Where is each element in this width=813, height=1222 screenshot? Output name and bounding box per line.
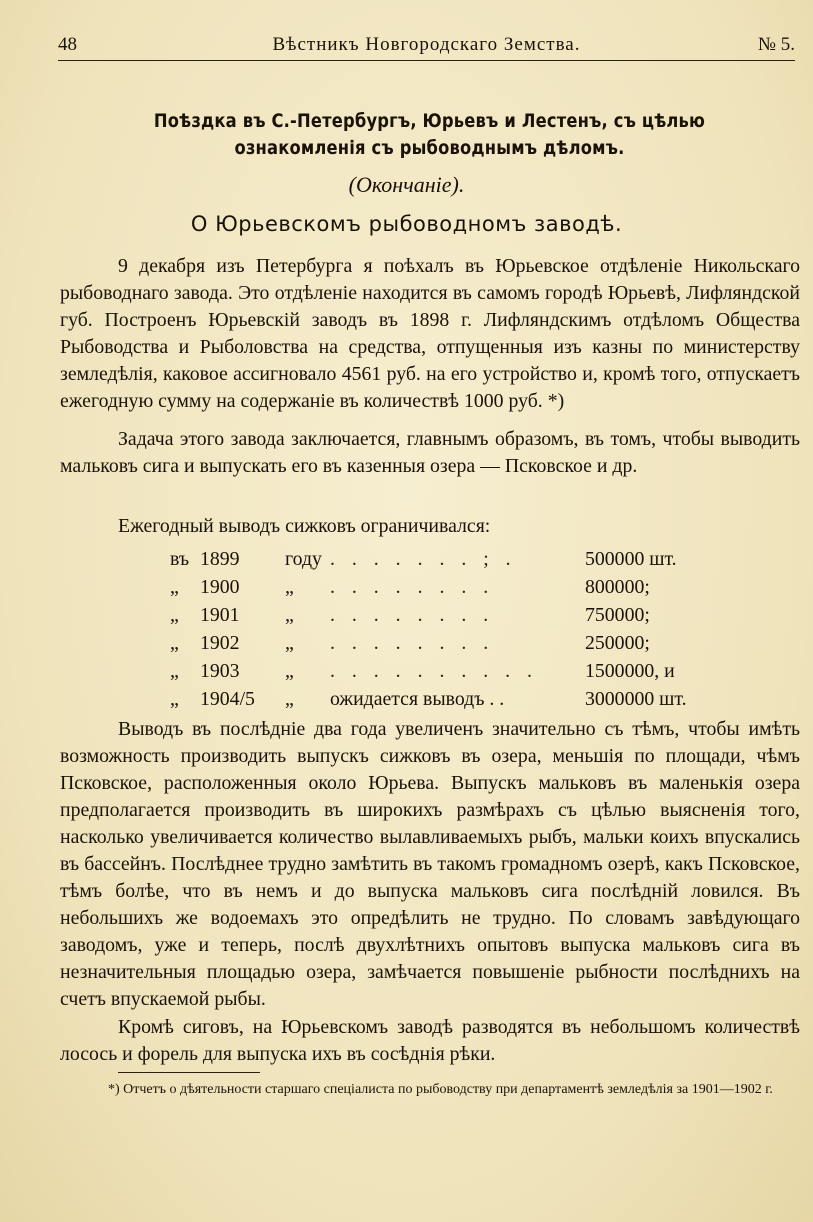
row-leader: . . . . . . . . <box>330 604 495 626</box>
row-word: „ <box>285 632 294 654</box>
table-row <box>170 660 730 688</box>
issue-number: № 5. <box>757 34 795 55</box>
row-value: 3000000 шт. <box>585 688 687 710</box>
article-title: Поѣздка въ С.-Петербургъ, Юрьевъ и Лестенъ, съ цѣлью ознакомленія съ рыбоводнымъ дѣломъ. <box>153 110 706 159</box>
paragraph-4-block <box>60 1014 800 1068</box>
paragraph-1-block <box>60 253 800 415</box>
header-rule <box>58 60 795 61</box>
row-year: 1899 <box>200 548 240 570</box>
footnote-rule <box>118 1072 260 1073</box>
row-word: „ <box>285 604 294 626</box>
footnote: *) Отчетъ о дѣятельности старшаго спеціалиста по рыбоводству при департаментѣ земледѣлія за 1901—1902 г. <box>108 1082 773 1097</box>
row-word: „ <box>285 576 294 598</box>
row-value: 500000 шт. <box>585 548 677 570</box>
paragraph-3: Выводъ въ послѣдніе два года увеличенъ значительно съ тѣмъ, чтобы имѣть возможность производить выпускъ сижковъ въ озера, меньшія по площади, чѣмъ Псковское, расположенныя около Юрьева. Выпускъ мальковъ въ маленькія озера предполагается производить въ широкихъ размѣрахъ съ цѣлью выясненія того, насколько увеличивается количество вылавливаемыхъ рыбъ, мальки коихъ впускались въ бассейнъ. Послѣднее трудно замѣтить въ такомъ громадномъ озерѣ, какъ Псковское, тѣмъ болѣе, что въ немъ и до выпуска мальковъ сига послѣдній ловился. Въ небольшихъ же водоемахъ это опредѣлить не трудно. По словамъ завѣдующаго заводомъ, уже и теперь, послѣ двухлѣтнихъ опытовъ выпуска мальковъ сига въ незначительныя площадью озера, замѣчается повышеніе рыбности послѣднихъ на счетъ впускаемой рыбы. <box>60 718 800 1010</box>
output-table <box>170 548 730 716</box>
row-prefix: въ <box>170 548 190 570</box>
row-prefix: „ <box>170 604 179 626</box>
row-year: 1900 <box>200 576 240 598</box>
section-heading: О Юрьевскомъ рыбоводномъ заводѣ. <box>190 212 623 236</box>
journal-title: Вѣстникъ Новгородскаго Земства. <box>272 34 581 55</box>
row-year: 1903 <box>200 660 240 682</box>
paragraph-4: Кромѣ сиговъ, на Юрьевскомъ заводѣ разводятся въ небольшомъ количествѣ лосось и форель для выпуска ихъ въ сосѣднія рѣки. <box>60 1016 800 1065</box>
paragraph-2-block <box>60 426 800 480</box>
row-word: году <box>285 548 322 570</box>
row-leader: . . . . . . . . <box>330 632 495 654</box>
paragraph-1: 9 декабря изъ Петербурга я поѣхалъ въ Юрьевское отдѣленіе Никольскаго рыбоводнаго завода. Это отдѣленіе находится въ самомъ городѣ Юрьевѣ, Лифляндской губ. Построенъ Юрьевскій заводъ въ 1898 г. Лифляндскимъ отдѣломъ Общества Рыбоводства и Рыболовства на средства, отпущенныя изъ казны по министерству земледѣлія, каковое ассигновало 4561 руб. на его устройство и, кромѣ того, отпускаетъ ежегодную сумму на содержаніе въ количествѣ 1000 руб. *) <box>60 255 800 412</box>
table-lead: Ежегодный выводъ сижковъ ограничивался: <box>118 515 491 537</box>
footnote-block <box>60 1080 800 1099</box>
row-leader: . . . . . . . ; . <box>330 548 517 570</box>
page-number: 48 <box>58 34 77 55</box>
row-value: 800000; <box>585 576 650 598</box>
paragraph-3-block <box>60 716 800 1013</box>
table-row <box>170 632 730 660</box>
running-header <box>58 30 795 58</box>
row-year: 1902 <box>200 632 240 654</box>
paragraph-2: Задача этого завода заключается, главнымъ образомъ, въ томъ, чтобы выводить мальковъ сига и выпускать его въ казенныя озера — Псковское и др. <box>60 428 800 477</box>
row-prefix: „ <box>170 660 179 682</box>
row-year: 1901 <box>200 604 240 626</box>
row-value: 250000; <box>585 632 650 654</box>
row-value: 750000; <box>585 604 650 626</box>
table-row <box>170 688 730 716</box>
row-prefix: „ <box>170 688 179 710</box>
table-row <box>170 604 730 632</box>
row-prefix: „ <box>170 632 179 654</box>
row-prefix: „ <box>170 576 179 598</box>
table-row <box>170 548 730 576</box>
row-year: 1904/5 <box>200 688 255 710</box>
article-subtitle: (Окончаніе). <box>348 172 465 197</box>
table-row <box>170 576 730 604</box>
row-word: „ <box>285 688 294 710</box>
row-value: 1500000, и <box>585 660 675 682</box>
row-leader: . . . . . . . . . . <box>330 660 538 682</box>
row-word: „ <box>285 660 294 682</box>
row-leader: ожидается выводъ . . <box>330 688 505 710</box>
row-leader: . . . . . . . . <box>330 576 495 598</box>
